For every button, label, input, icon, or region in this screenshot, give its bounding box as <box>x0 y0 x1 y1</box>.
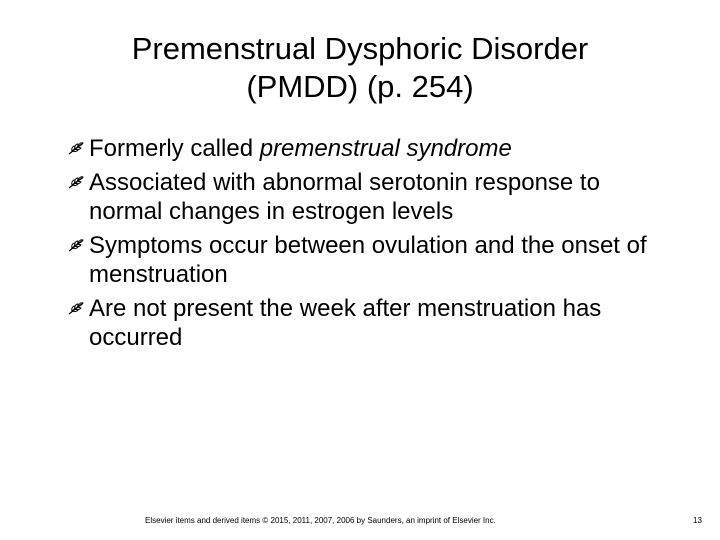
page-number: 13 <box>693 516 702 525</box>
bullet-text: Formerly called premenstrual syndrome <box>89 135 512 162</box>
wheat-sprig-icon <box>68 140 85 156</box>
bullet-text: Symptoms occur between ovulation and the onset of menstruation <box>89 232 647 288</box>
slide-title-line-2: (PMDD) (p. 254) <box>246 69 474 104</box>
bullet-item <box>0 134 669 163</box>
bullet-item <box>0 294 669 352</box>
wheat-sprig-icon <box>68 300 85 316</box>
emphasis-text: premenstrual syndrome <box>259 135 512 162</box>
slide-title-line-1: Premenstrual Dysphoric Disorder <box>131 31 589 66</box>
slide-title <box>60 30 660 106</box>
bullet-text: Are not present the week after menstruation has occurred <box>89 295 602 351</box>
bullet-item <box>0 168 669 226</box>
wheat-sprig-icon <box>68 237 85 253</box>
bullet-item <box>0 231 669 289</box>
wheat-sprig-icon <box>68 174 85 190</box>
bullet-list <box>0 134 720 357</box>
bullet-text: Associated with abnormal serotonin response to normal changes in estrogen levels <box>89 169 600 225</box>
copyright-footer: Elsevier items and derived items © 2015, 2011, 2007, 2006 by Saunders, an imprint of Elsevier Inc. <box>145 516 496 525</box>
